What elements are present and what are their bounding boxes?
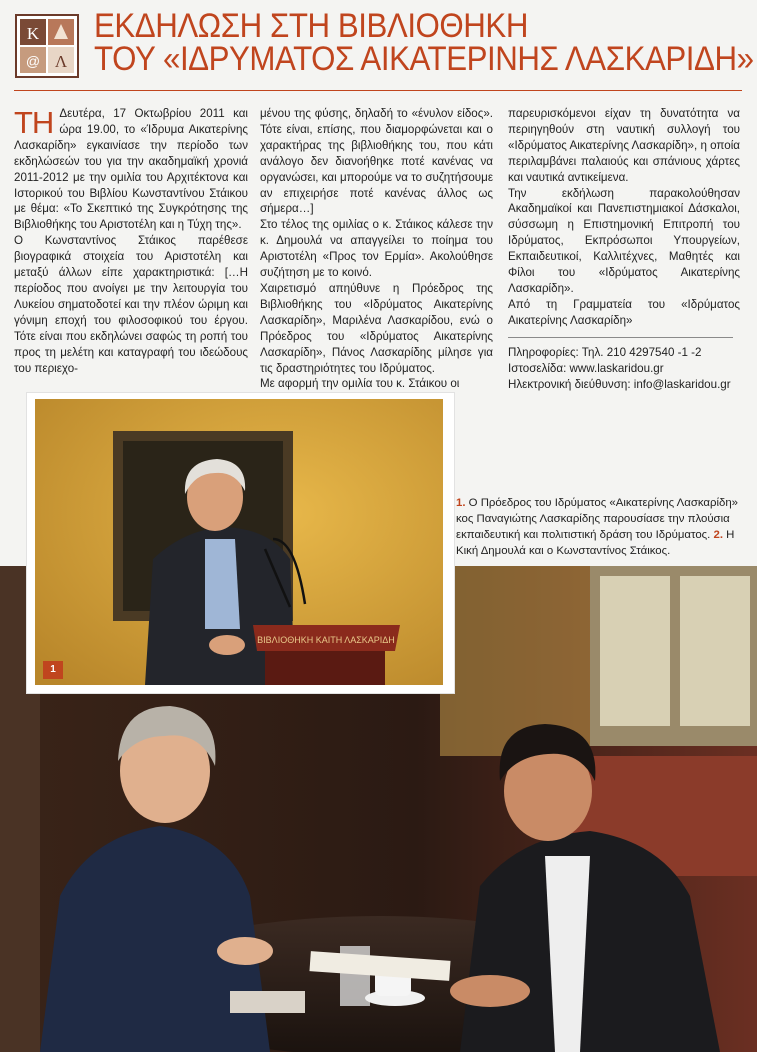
- contact-email[interactable]: Ηλεκτρονική διεύθυνση: info@laskaridou.gr: [508, 377, 731, 391]
- photo-1: [27, 393, 454, 693]
- logo-letter-k: Κ: [26, 24, 40, 43]
- article-column-3: [508, 106, 740, 392]
- article-column-2: [260, 106, 493, 392]
- article-paragraph: ΤΗ Δευτέρα, 17 Οκτωβρίου 2011 και ώρα 19.00, το «Ίδρυμα Αικατερίνης Λασκαρίδη» εγκαινίασε την περίοδο των εκδηλώσεών του για την ακαδημαϊκή χρονιά 2011-2012 με την ομιλία του Αρχιτέκτονα και Ιστορικού του Βιβλίου Κωνσταντίνου Στάικου με θέμα: «Το Σκεπτικό της Συγκρότησης της Βιβλιοθήκης του Αριστοτέλη και η Τύχη της».: [14, 105, 248, 232]
- photo-number-badge: 1: [43, 661, 63, 679]
- contact-website[interactable]: Ιστοσελίδα: www.laskaridou.gr: [508, 361, 664, 375]
- article-column-1: [14, 106, 248, 376]
- photo-1-image: [35, 399, 443, 685]
- article-paragraph: Ο Κωνσταντίνος Στάικος παρέθεσε βιογραφικά στοιχεία του Αριστοτέλη και μεταξύ άλλων είπε χαρακτηριστικά: […Η περίοδος που ανοίγει με την λειτουργία του Λυκείου σηματοδοτεί και την πλέον ώριμη και γόνιμη εποχή του φιλοσοφικού του έργου. Τότε είναι που εκδηλώνει σαφώς τη ροπή του προς τη μελέτη και καταγραφή του ιδεώδους του περιεχο-: [14, 234, 248, 375]
- foundation-logo: [15, 14, 79, 78]
- caption-text-2: Η Κική Δημουλά και ο Κωνσταντίνος Στάικος.: [456, 529, 735, 557]
- article-paragraph: Στο τέλος της ομιλίας ο κ. Στάικος κάλεσε την κ. Δημουλά να απαγγείλει το ποίημα του Αριστοτέλη «Προς τον Ερμία». Ακολούθησε συζήτηση με το κοινό.: [260, 218, 493, 280]
- headline-line-2: ΤΟΥ «ΙΔΡΥΜΑΤΟΣ ΑΙΚΑΤΕΡΙΝΗΣ ΛΑΣΚΑΡΙΔΗ»: [94, 40, 754, 78]
- article-paragraph: παρευρισκόμενοι είχαν τη δυνατότητα να περιηγηθούν στη ναυτική συλλογή του «Ιδρύματος Αικατερίνης Λασκαρίδη», η οποία περιλαμβάνει παλαιούς και σπάνιους χάρτες και ναυτικά αντικείμενα.: [508, 107, 740, 184]
- article-headline: [94, 7, 754, 78]
- caption-number-1: 1.: [456, 497, 466, 509]
- article-paragraph: μένου της φύσης, δηλαδή το «ένυλον είδος». Τότε είναι, επίσης, που διαμορφώνεται και ο χαρακτήρας της βιβλιοθήκης του, που κάτι ανάλογο δεν διανοήθηκε ποτέ κανένας να οργανώσει, και μπορούμε να το συζητήσουμε αν επιχειρήσε ποτέ κανένας άλλος ως σήμερα…]: [260, 107, 493, 216]
- header-divider: [14, 90, 742, 91]
- article-paragraph: Με αφορμή την ομιλία του κ. Στάικου οι: [260, 377, 460, 391]
- logo-at-sign: @: [25, 53, 41, 69]
- lectern-sign: ΒΙΒΛΙΟΘΗΚΗ ΚΑΙΤΗ ΛΑΣΚΑΡΙΔΗ: [257, 635, 395, 645]
- drop-cap: ΤΗ: [14, 105, 54, 140]
- article-paragraph: Χαιρετισμό απηύθυνε η Πρόεδρος της Βιβλιοθήκης του «Ιδρύματος Αικατερίνης Λασκαρίδη», Μαριλένα Λασκαρίδου, ενώ ο Πρόεδρος του «Ιδρύματος Αικατερίνης Λασκαρίδη», Πάνος Λασκαρίδης μίλησε για τις δραστηριότητες του Ιδρύματος.: [260, 281, 493, 375]
- logo-letter-l: Λ: [54, 52, 68, 71]
- contact-divider: [508, 337, 733, 338]
- contact-info: [508, 345, 740, 393]
- caption-text-1: Ο Πρόεδρος του Ιδρύματος «Αικατερίνης Λασκαρίδη» κος Παναγιώτης Λασκαρίδης παρουσίασε την πλούσια εκπαιδευτική και πολιτιστική δράση του Ιδρύματος.: [456, 497, 739, 541]
- article-paragraph: Από τη Γραμματεία του «Ιδρύματος Αικατερίνης Λασκαρίδη»: [508, 297, 740, 327]
- contact-phone: Πληροφορίες: Τηλ. 210 4297540 -1 -2: [508, 345, 702, 359]
- photo-caption: [456, 495, 746, 559]
- article-paragraph: Την εκδήλωση παρακολούθησαν Ακαδημαϊκοί και Πανεπιστημιακοί Δάσκαλοι, σύσσωμη η Επιστημονική Επιτροπή του Ιδρύματος, Εκπρόσωποι Υπουργείων, Εκπαιδευτικοί, Καλλιτέχνες, Μαθητές και Φίλοι του «Ιδρύματος Αικατερίνης Λασκαρίδη».: [508, 186, 740, 295]
- headline-line-1: ΕΚΔΗΛΩΣΗ ΣΤΗ ΒΙΒΛΙΟΘΗΚΗ: [94, 7, 528, 45]
- caption-number-2: 2.: [713, 529, 723, 541]
- photo-1-scene: [35, 399, 443, 685]
